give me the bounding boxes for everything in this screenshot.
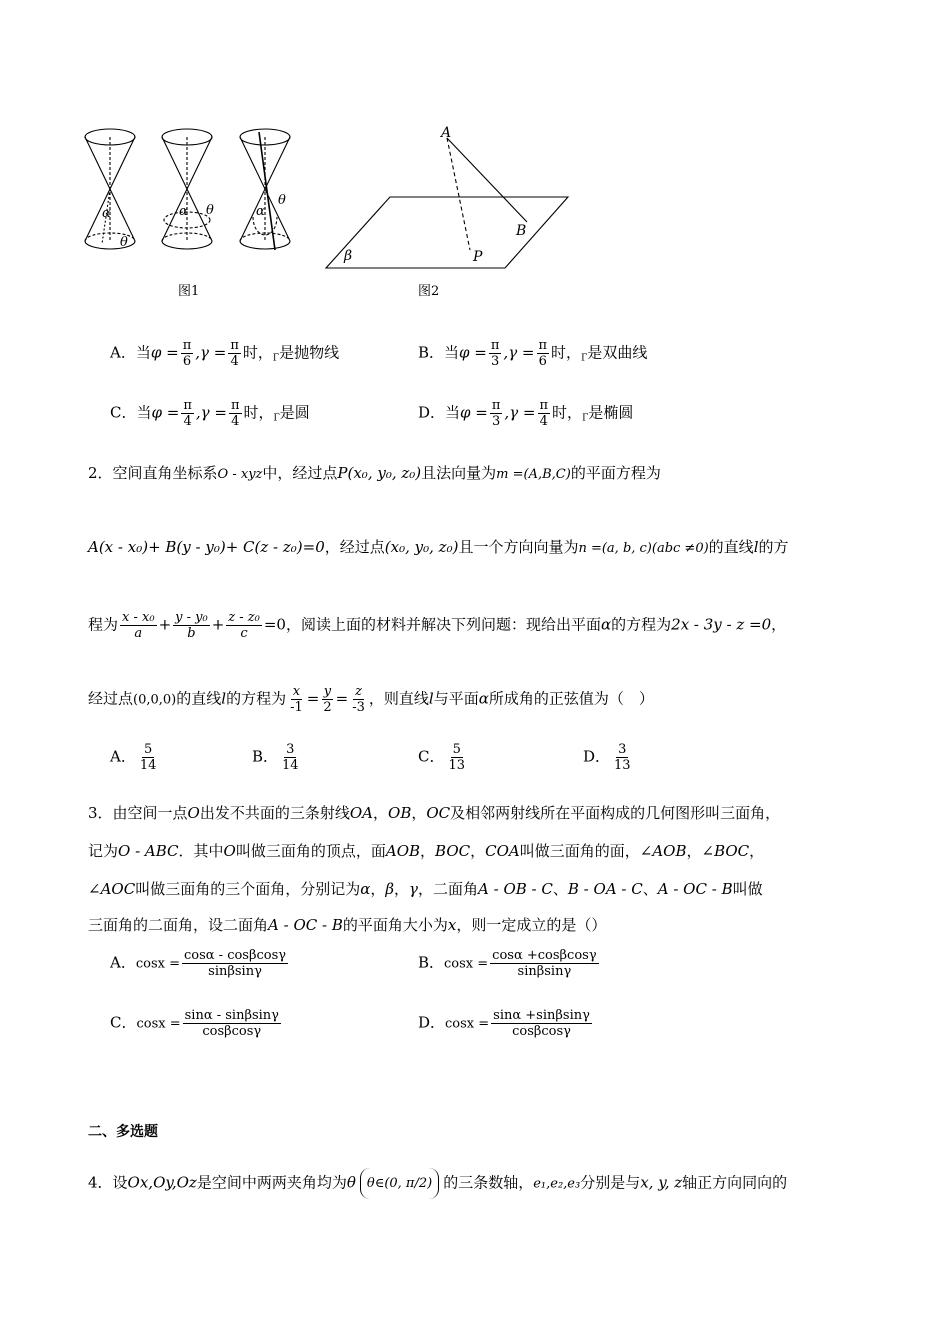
label-P: P	[473, 249, 483, 265]
section-title-multiple-choice: 二、多选题	[88, 1124, 158, 1140]
q2-option-a[interactable]: A． $\frac{5}{14}$	[110, 742, 157, 773]
label-beta: β	[344, 248, 353, 264]
cone-2	[162, 129, 212, 249]
q3-option-c[interactable]: C．cosx = $\frac{\sin\alpha - \sin\beta\sin\gamma}{\cos\beta\cos\gamma}$	[110, 1008, 279, 1039]
q1-option-a[interactable]: A．当φ = $\frac{\pi}{6}$ ,γ = $\frac{\pi}{4}$ 时，$_\Gamma$是抛物线	[110, 338, 340, 369]
cone-1-alpha: α	[102, 206, 111, 221]
q3-option-b[interactable]: B．cosx = $\frac{\cos\alpha +\cos\beta\cos\gamma}{\sin\beta\sin\gamma}$	[418, 948, 597, 979]
q2-option-d[interactable]: D． $\frac{3}{13}$	[583, 742, 631, 773]
q3-line-4: 三面角的二面角，设二面角A - OC - B的平面角大小为x，则一定成立的是（）	[88, 916, 607, 934]
q3-option-d[interactable]: D．cosx = $\frac{\sin\alpha +\sin\beta\sin\gamma}{\cos\beta\cos\gamma}$	[418, 1008, 590, 1039]
q4-line-1: 4．设Ox,Oy,Oz是空间中两两夹角均为θ θ∈(0, π/2) 的三条数轴，e₁,e₂,e₃分别是与x, y, z轴正方向同向的	[88, 1168, 787, 1199]
q3-line-3: ∠AOC叫做三面角的三个面角，分别记为α，β，γ，二面角A - OB - C、B - OA - C、A - OC - B叫做	[88, 880, 763, 898]
figure-1-caption: 图1	[178, 284, 200, 299]
q2-line-3: 程为 $\frac{\text{x - x₀}}{a}$ + $\frac{\text{y - y₀}}{b}$ + $\frac{\text{z - z₀}}{c}$ =0，阅读上面的材料并解决下列问题：现给出平面α的方程为2x - 3y - z =0，	[88, 610, 787, 641]
cone-2-theta: θ	[206, 203, 214, 218]
q2-option-c[interactable]: C． $\frac{5}{13}$	[418, 742, 466, 773]
cone-3-theta: θ	[278, 193, 286, 208]
q2-line-2: A(x - x₀)+ B(y - y₀)+ C(z - z₀)=0，经过点(x₀, y₀, z₀)且一个方向向量为n =(a, b, c)(abc ≠0)的直线l的方	[88, 538, 789, 556]
q2-line-4: 经过点(0,0,0)的直线l的方程为 $\frac{x}{-1}$ = $\frac{y}{2}$ = $\frac{z}{-3}$ ，则直线l与平面α所成角的正弦值为（ ）	[88, 684, 654, 715]
q2-line-1: 2．空间直角坐标系O - xyz中，经过点P(x₀, y₀, z₀)且法向量为m =(A,B,C)的平面方程为	[88, 464, 661, 482]
cone-1	[85, 129, 135, 249]
segment-AP	[447, 138, 470, 250]
q3-line-1: 3．由空间一点O出发不共面的三条射线OA，OB，OC及相邻两射线所在平面构成的几何图形叫三面角，	[88, 804, 781, 822]
cone-1-theta: θ	[120, 235, 128, 250]
label-B: B	[516, 223, 527, 239]
cone-3-alpha: α	[256, 204, 265, 219]
label-A: A	[441, 125, 452, 141]
plane-beta	[326, 197, 568, 268]
segment-AB	[447, 138, 527, 222]
cone-3	[240, 129, 290, 250]
q1-option-c[interactable]: C．当φ = $\frac{\pi}{4}$ ,γ = $\frac{\pi}{4}$ 时，$_\Gamma$是圆	[110, 398, 310, 429]
figure-1-cones	[78, 122, 308, 270]
cone-2-alpha: α	[179, 204, 188, 219]
q1-option-b[interactable]: B．当φ = $\frac{\pi}{3}$ ,γ = $\frac{\pi}{6}$ 时，$_\Gamma$是双曲线	[418, 338, 648, 369]
q3-option-a[interactable]: A．cosx = $\frac{\cos\alpha - \cos\beta\cos\gamma}{\sin\beta\sin\gamma}$	[110, 948, 287, 979]
figure-2-caption: 图2	[418, 284, 440, 299]
q3-line-2: 记为O - ABC．其中O叫做三面角的顶点，面AOB，BOC，COA叫做三面角的面，∠AOB，∠BOC，	[88, 842, 765, 860]
q1-option-d[interactable]: D．当φ = $\frac{\pi}{3}$ ,γ = $\frac{\pi}{4}$ 时，$_\Gamma$是椭圆	[418, 398, 634, 429]
q2-option-b[interactable]: B． $\frac{3}{14}$	[252, 742, 299, 773]
figure-2-plane	[320, 122, 590, 272]
